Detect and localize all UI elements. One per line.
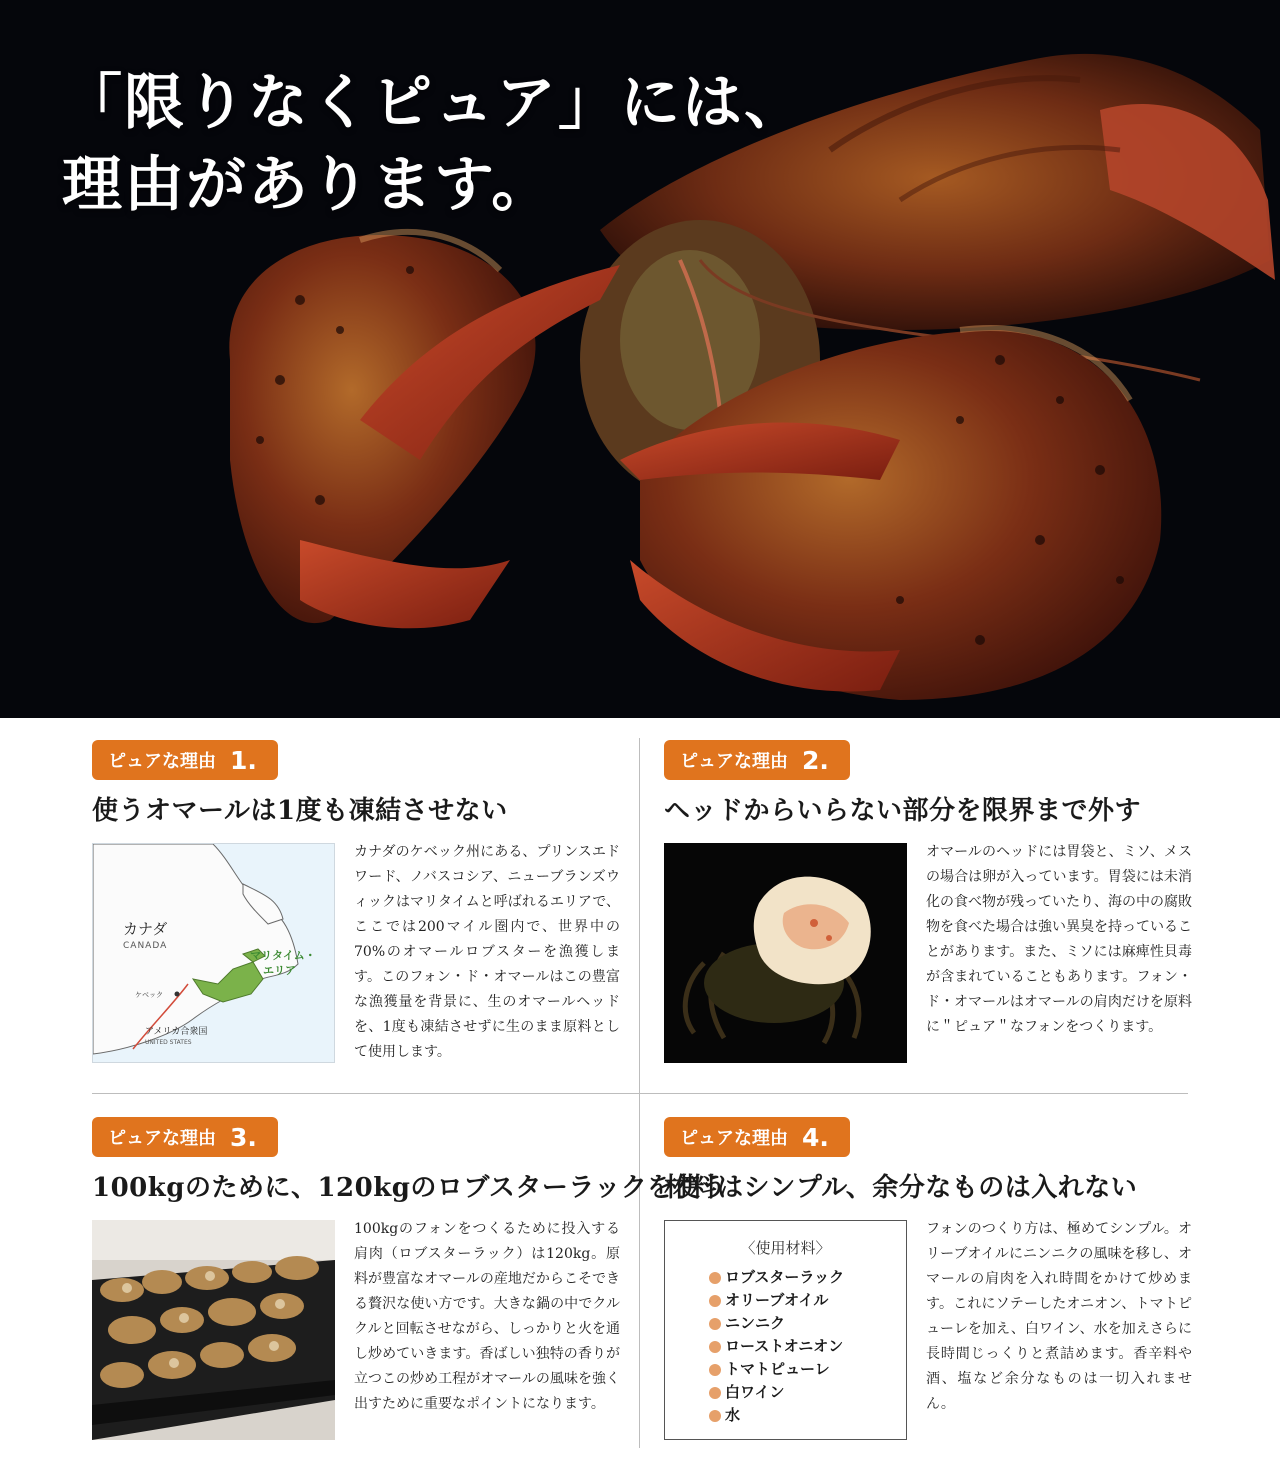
lobster-head-photo (664, 843, 907, 1063)
map-label-canada: カナダ (123, 920, 168, 938)
bullet-icon (709, 1295, 721, 1307)
reason-heading: ヘッドからいらない部分を限界まで外す (664, 796, 1142, 826)
ingredients-title: 〈使用材料〉 (740, 1239, 831, 1257)
badge-label: ピュアな理由 (108, 751, 216, 772)
bullet-icon (709, 1387, 721, 1399)
bullet-icon (709, 1341, 721, 1353)
reason-section-3 (92, 1117, 727, 1462)
map-label-maritime-2: エリア (263, 964, 296, 977)
ingredient-item: 水 (709, 1404, 906, 1427)
ingredients-box (664, 1220, 907, 1440)
bullet-icon (709, 1318, 721, 1330)
reason-section-1 (92, 740, 637, 1085)
badge-label: ピュアな理由 (680, 751, 788, 772)
bullet-icon (709, 1410, 721, 1422)
reason-badge (664, 740, 850, 780)
ingredient-item: オリーブオイル (709, 1289, 906, 1312)
bullet-icon (709, 1364, 721, 1376)
map-label-quebec: ケベック (135, 991, 163, 999)
ingredient-item: トマトピューレ (709, 1358, 906, 1381)
reason-badge (664, 1117, 850, 1157)
badge-label: ピュアな理由 (108, 1128, 216, 1149)
reason-heading: 100kgのために、120kgのロブスターラックを使う (92, 1173, 727, 1203)
ingredient-item: 白ワイン (709, 1381, 906, 1404)
badge-number: 1. (230, 745, 257, 775)
reason-heading: 使うオマールは1度も凍結させない (92, 796, 508, 826)
map-label-usa: アメリカ合衆国 (145, 1027, 208, 1037)
lobster-rack-photo (92, 1220, 335, 1440)
reason-heading: 材料はシンプル、余分なものは入れない (664, 1173, 1138, 1203)
badge-number: 4. (802, 1122, 829, 1152)
reason-body: フォンのつくり方は、極めてシンプル。オリーブオイルにニンニクの風味を移し、オマールの肩肉を入れ時間をかけて炒めます。これにソテーしたオニオン、トマトピューレを加え、白ワイン、水を加えさらに長時間じっくりと煮詰めます。香辛料や酒、塩など余分なものは一切入れません。 (926, 1221, 1192, 1412)
ingredient-item: ニンニク (709, 1312, 906, 1335)
reason-section-4 (664, 1117, 1209, 1462)
badge-label: ピュアな理由 (680, 1128, 788, 1149)
hero-banner (0, 0, 1280, 718)
map-label-usa-en: UNITED STATES (145, 1039, 192, 1046)
bullet-icon (709, 1272, 721, 1284)
reason-badge (92, 740, 278, 780)
map-figure (92, 843, 335, 1063)
reason-badge (92, 1117, 278, 1157)
horizontal-divider (92, 1093, 1188, 1094)
hero-title-line1: 「限りなくピュア」には、 (62, 68, 806, 138)
reason-body: カナダのケベック州にある、プリンスエドワード、ノバスコシア、ニューブランズウィックはマリタイムと呼ばれるエリアで、ここでは200マイル圏内で、世界中の70%のオマールロブスターを漁獲します。このフォン・ド・オマールはこの豊富な漁獲量を背景に、生のオマールヘッドを、1度も凍結させずに生のまま原料として使用します。 (354, 844, 620, 1060)
ingredient-item: ロブスターラック (709, 1266, 906, 1289)
hero-title (62, 62, 806, 226)
badge-number: 2. (802, 745, 829, 775)
reason-section-2 (664, 740, 1209, 1085)
reason-body: オマールのヘッドには胃袋と、ミソ、メスの場合は卵が入っています。胃袋には未消化の食べ物が残っていたり、海の中の腐敗物を食べた場合は強い異臭を持っていることがあります。また、ミソには麻痺性貝毒が含まれていることもあります。フォン・ド・オマールはオマールの肩肉だけを原料に＂ピュア＂なフォンをつくります。 (926, 844, 1192, 1035)
ingredients-list (709, 1266, 906, 1427)
map-label-maritime-1: マリタイム・ (250, 949, 316, 962)
canada-map (93, 844, 335, 1063)
badge-number: 3. (230, 1122, 257, 1152)
map-label-canada-en: CANADA (123, 941, 168, 951)
ingredient-item: ローストオニオン (709, 1335, 906, 1358)
hero-title-line2: 理由があります。 (62, 150, 554, 220)
reason-body: 100kgのフォンをつくるために投入する肩肉（ロブスターラック）は120kg。原料が豊富なオマールの産地だからこそできる贅沢な使い方です。大きな鍋の中でクルクルと回転させながら、しっかりと火を通し炒めていきます。香ばしい独特の香りが立つこの炒め工程がオマールの風味を強く出すために重要なポイントになります。 (354, 1221, 620, 1412)
